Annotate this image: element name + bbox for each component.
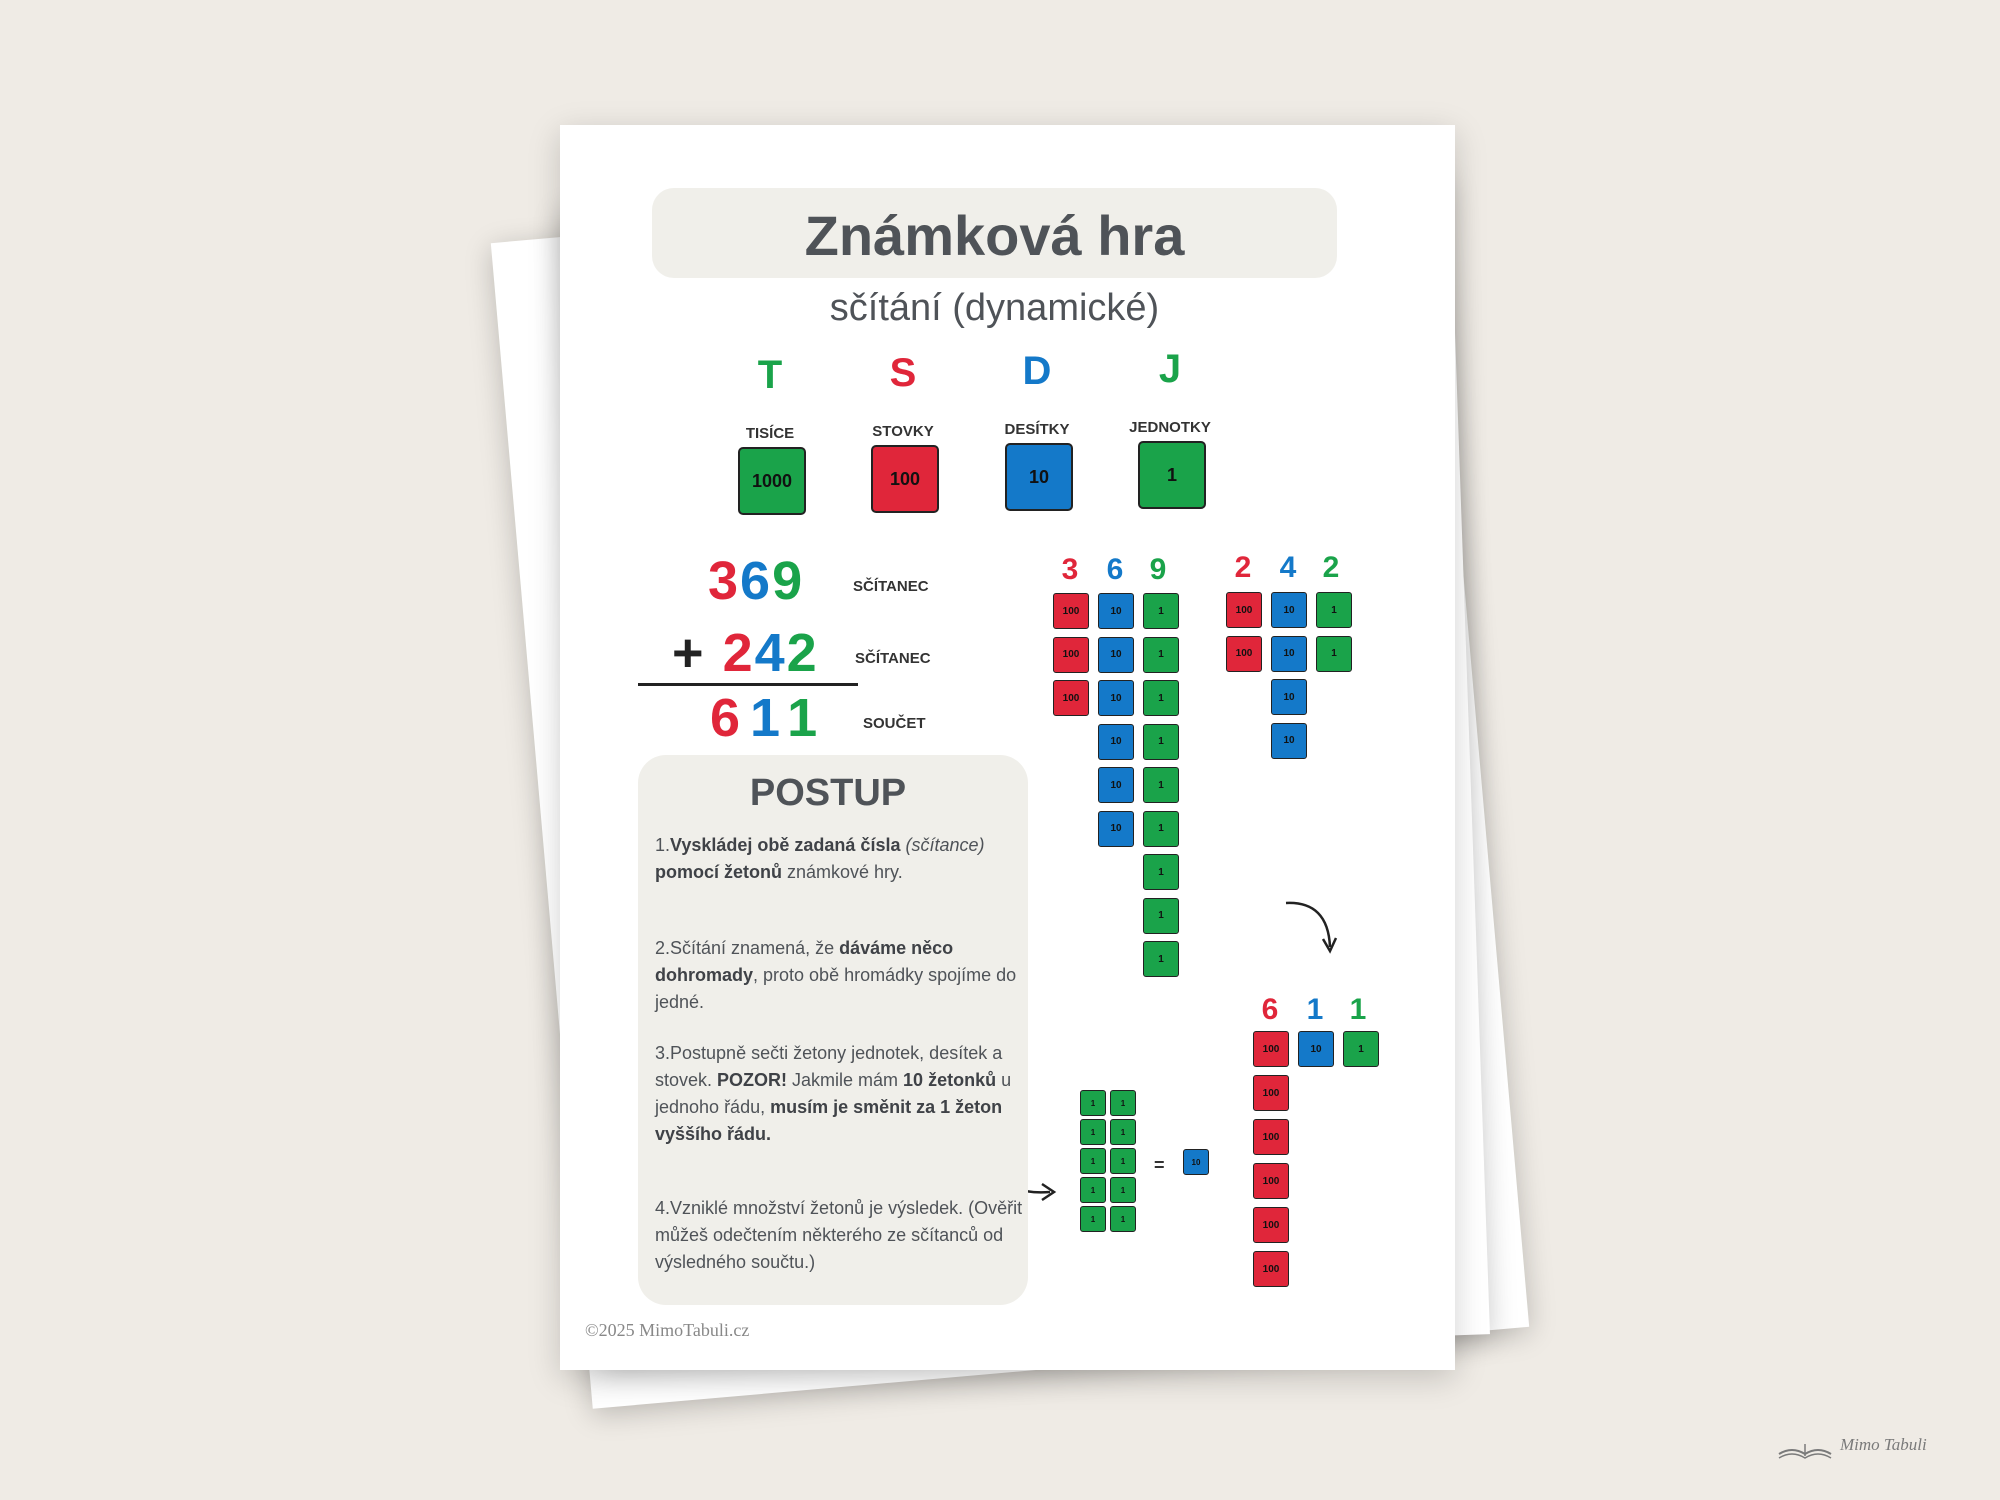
stack1-chip-one: 1: [1143, 593, 1179, 629]
stack1-chip-one: 1: [1143, 898, 1179, 934]
stack1-chip-ten: 10: [1098, 724, 1134, 760]
stack2-chip-one: 1: [1316, 636, 1352, 672]
stack1-chip-ten: 10: [1098, 767, 1134, 803]
exchange-chip-one: 1: [1110, 1119, 1136, 1145]
addend-2-hundreds: 2: [722, 623, 755, 683]
stack2-chip-hundred: 100: [1226, 592, 1262, 628]
result-chip-ten: 10: [1298, 1031, 1334, 1067]
stack1-chip-hundred: 100: [1053, 680, 1089, 716]
stack1-chip-hundred: 100: [1053, 637, 1089, 673]
stack2-chip-ten: 10: [1271, 592, 1307, 628]
addend-2-label: SČÍTANEC: [855, 650, 931, 667]
copyright-footer: ©2025 MimoTabuli.cz: [585, 1320, 750, 1340]
addend-1-label: SČÍTANEC: [853, 578, 929, 595]
postup-step: [655, 935, 1025, 1016]
result-chip-one: 1: [1343, 1031, 1379, 1067]
plus-sign: +: [672, 623, 706, 683]
sum-label: SOUČET: [863, 715, 926, 732]
result-chip-hundred: 100: [1253, 1031, 1289, 1067]
chip-hundred: 100: [871, 445, 939, 513]
page-title: Známková hra: [804, 204, 1185, 267]
result-digit-hundreds: 6: [1261, 993, 1279, 1026]
step-text: Jakmile mám: [787, 1070, 904, 1090]
stack1-chip-hundred: 100: [1053, 593, 1089, 629]
stack1-chip-one: 1: [1143, 767, 1179, 803]
addend-1-units: 9: [772, 551, 805, 611]
postup-step: [655, 1195, 1025, 1276]
result-chip-hundred: 100: [1253, 1207, 1289, 1243]
addend-1-tens: 6: [740, 551, 773, 611]
step-text: Vzniklé množství žetonů je výsledek. (Ověřit můžeš odečtením některého ze sčítanců od výsledného součtu.): [655, 1198, 1023, 1272]
stack2-digit-tens: 4: [1279, 551, 1297, 584]
stack1-chip-one: 1: [1143, 724, 1179, 760]
step-number: 3.: [655, 1043, 671, 1063]
step-text: Vyskládej obě zadaná čísla: [670, 835, 901, 855]
step-number: 1.: [655, 835, 671, 855]
stack1-digit-units: 9: [1149, 553, 1167, 586]
result-digit-tens: 1: [1306, 993, 1324, 1026]
stack1-chip-ten: 10: [1098, 680, 1134, 716]
exchange-chip-one: 1: [1080, 1090, 1106, 1116]
letter-units: J: [1158, 347, 1182, 391]
letter-thousands: T: [757, 353, 783, 397]
stack1-digit-hundreds: 3: [1061, 553, 1079, 586]
postup-title: POSTUP: [749, 772, 907, 814]
label-tens: DESÍTKY: [1004, 421, 1070, 438]
exchange-chip-one: 1: [1110, 1148, 1136, 1174]
step-text: , proto obě hromádky spojíme do jedné.: [655, 965, 1017, 1012]
stack2-chip-one: 1: [1316, 592, 1352, 628]
stack1-chip-ten: 10: [1098, 811, 1134, 847]
step-text: (sčítance): [900, 835, 985, 855]
stack1-chip-ten: 10: [1098, 593, 1134, 629]
stack2-chip-ten: 10: [1271, 723, 1307, 759]
worksheet-page: [560, 125, 1455, 1370]
stack1-chip-one: 1: [1143, 680, 1179, 716]
stack1-chip-one: 1: [1143, 637, 1179, 673]
step-text: známkové hry.: [782, 862, 903, 882]
stack2-digit-units: 2: [1322, 551, 1340, 584]
postup-step: [655, 832, 1025, 886]
sum-hundreds: 6: [710, 688, 751, 748]
step-number: 4.: [655, 1198, 671, 1218]
result-chip-hundred: 100: [1253, 1163, 1289, 1199]
sum-tens: 1: [750, 688, 788, 748]
page-subtitle: sčítání (dynamické): [829, 287, 1160, 329]
label-thousands: TISÍCE: [745, 425, 795, 442]
chip-ten: 10: [1005, 443, 1073, 511]
letter-tens: D: [1022, 349, 1052, 393]
exchange-chip-ten: 10: [1183, 1149, 1209, 1175]
stack1-digit-tens: 6: [1106, 553, 1124, 586]
arrow-down-icon: [1280, 895, 1350, 965]
chip-one: 1: [1138, 441, 1206, 509]
label-units: JEDNOTKY: [1129, 419, 1211, 436]
exchange-chip-one: 1: [1080, 1119, 1106, 1145]
result-digit-units: 1: [1349, 993, 1367, 1026]
result-chip-hundred: 100: [1253, 1119, 1289, 1155]
brand-logo: Mimo Tabuli: [1840, 1435, 1927, 1454]
result-chip-hundred: 100: [1253, 1251, 1289, 1287]
exchange-chip-one: 1: [1110, 1206, 1136, 1232]
addend-1-hundreds: 3: [708, 551, 741, 611]
label-hundreds: STOVKY: [872, 423, 934, 440]
exchange-equals: =: [1154, 1155, 1165, 1175]
exchange-chip-one: 1: [1080, 1148, 1106, 1174]
stack2-digit-hundreds: 2: [1234, 551, 1252, 584]
step-text: dáváme něco dohromady: [655, 938, 954, 985]
step-text: 10 žetonků: [903, 1070, 997, 1090]
postup-step: [655, 1040, 1025, 1148]
step-text: pomocí žetonů: [655, 862, 782, 882]
step-text: POZOR!: [717, 1070, 788, 1090]
stack1-chip-one: 1: [1143, 811, 1179, 847]
step-text: Sčítání znamená, že: [670, 938, 840, 958]
step-text: musím je směnit za 1 žeton vyššího řádu.: [655, 1097, 1003, 1144]
result-chip-hundred: 100: [1253, 1075, 1289, 1111]
stack1-chip-one: 1: [1143, 854, 1179, 890]
sum-units: 1: [787, 688, 828, 748]
step-text: Postupně sečti žetony jednotek, desítek a stovek.: [655, 1043, 1003, 1090]
book-logo-icon: [1775, 1432, 1835, 1462]
step-number: 2.: [655, 938, 671, 958]
addend-2-units: 2: [786, 623, 819, 683]
exchange-chip-one: 1: [1080, 1206, 1106, 1232]
exchange-chip-one: 1: [1080, 1177, 1106, 1203]
exchange-chip-one: 1: [1110, 1090, 1136, 1116]
step-text: u jednoho řádu,: [655, 1070, 1012, 1117]
stack2-chip-hundred: 100: [1226, 636, 1262, 672]
chip-thousand: 1000: [738, 447, 806, 515]
letter-hundreds: S: [889, 351, 917, 395]
stack2-chip-ten: 10: [1271, 636, 1307, 672]
addend-2-tens: 4: [754, 623, 787, 683]
stack1-chip-ten: 10: [1098, 637, 1134, 673]
stack1-chip-one: 1: [1143, 941, 1179, 977]
stack2-chip-ten: 10: [1271, 679, 1307, 715]
exchange-chip-one: 1: [1110, 1177, 1136, 1203]
